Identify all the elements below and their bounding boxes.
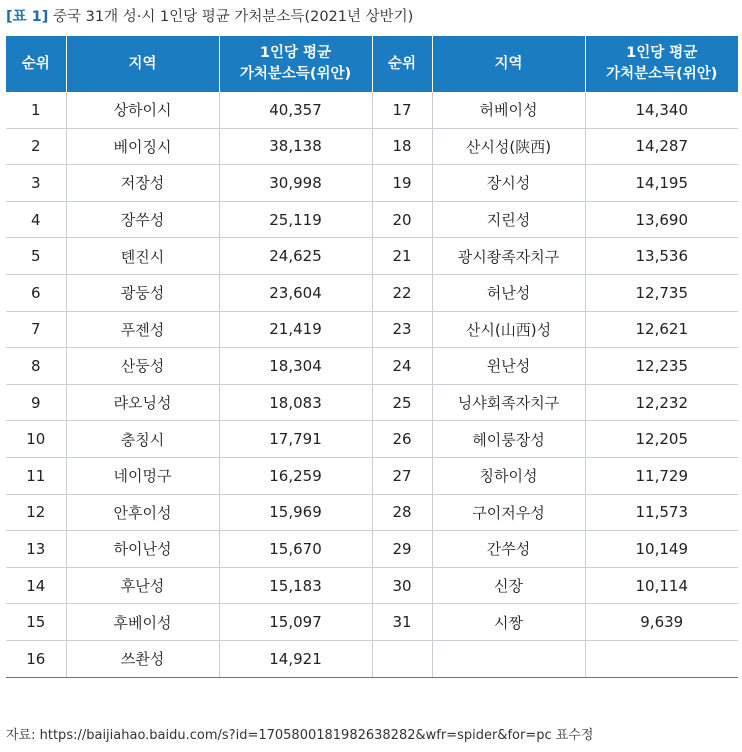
table-row bbox=[6, 604, 738, 641]
table-row bbox=[6, 494, 738, 531]
header-income-left bbox=[219, 36, 372, 92]
rank-cell: 16 bbox=[6, 640, 66, 677]
income-cell: 17,791 bbox=[219, 421, 372, 458]
region-cell: 구이저우성 bbox=[432, 494, 585, 531]
region-cell: 시짱 bbox=[432, 604, 585, 641]
region-cell: 헤이룽장성 bbox=[432, 421, 585, 458]
income-cell: 14,340 bbox=[585, 92, 738, 128]
income-cell: 24,625 bbox=[219, 238, 372, 275]
region-cell: 광시좡족자치구 bbox=[432, 238, 585, 275]
rank-cell: 6 bbox=[6, 274, 66, 311]
income-cell: 15,097 bbox=[219, 604, 372, 641]
income-cell: 40,357 bbox=[219, 92, 372, 128]
income-cell: 9,639 bbox=[585, 604, 738, 641]
rank-cell: 30 bbox=[372, 567, 432, 604]
income-cell: 11,729 bbox=[585, 457, 738, 494]
table-row bbox=[6, 531, 738, 568]
header-income-line2: 가처분소득(위안) bbox=[239, 66, 352, 82]
region-cell: 톈진시 bbox=[66, 238, 219, 275]
income-cell: 15,183 bbox=[219, 567, 372, 604]
header-region-right: 지역 bbox=[432, 36, 585, 92]
table-title bbox=[6, 6, 413, 28]
region-cell: 지린성 bbox=[432, 201, 585, 238]
income-cell: 15,670 bbox=[219, 531, 372, 568]
income-cell bbox=[585, 640, 738, 677]
region-cell: 윈난성 bbox=[432, 348, 585, 385]
income-cell: 12,235 bbox=[585, 348, 738, 385]
region-cell: 저장성 bbox=[66, 165, 219, 202]
rank-cell: 11 bbox=[6, 457, 66, 494]
income-cell: 12,232 bbox=[585, 384, 738, 421]
rank-cell: 24 bbox=[372, 348, 432, 385]
table-header-row bbox=[6, 36, 738, 92]
rank-cell: 10 bbox=[6, 421, 66, 458]
table-row bbox=[6, 567, 738, 604]
region-cell: 닝샤회족자치구 bbox=[432, 384, 585, 421]
income-cell: 12,621 bbox=[585, 311, 738, 348]
income-cell: 12,735 bbox=[585, 274, 738, 311]
rank-cell: 31 bbox=[372, 604, 432, 641]
region-cell: 후베이성 bbox=[66, 604, 219, 641]
table-row bbox=[6, 92, 738, 128]
region-cell: 후난성 bbox=[66, 567, 219, 604]
income-cell: 30,998 bbox=[219, 165, 372, 202]
income-cell: 10,149 bbox=[585, 531, 738, 568]
header-rank-right: 순위 bbox=[372, 36, 432, 92]
rank-cell: 1 bbox=[6, 92, 66, 128]
region-cell: 산시성(陕西) bbox=[432, 128, 585, 165]
table-row bbox=[6, 311, 738, 348]
rank-cell: 13 bbox=[6, 531, 66, 568]
rank-cell: 5 bbox=[6, 238, 66, 275]
region-cell: 장쑤성 bbox=[66, 201, 219, 238]
region-cell: 푸젠성 bbox=[66, 311, 219, 348]
income-cell: 25,119 bbox=[219, 201, 372, 238]
income-cell: 18,083 bbox=[219, 384, 372, 421]
source-note: 자료: https://baijiahao.baidu.com/s?id=1705800181982638282&wfr=spider&for=pc 표수정 bbox=[6, 728, 594, 743]
income-cell: 16,259 bbox=[219, 457, 372, 494]
rank-cell: 12 bbox=[6, 494, 66, 531]
income-cell: 21,419 bbox=[219, 311, 372, 348]
rank-cell: 29 bbox=[372, 531, 432, 568]
header-rank-left: 순위 bbox=[6, 36, 66, 92]
region-cell: 칭하이성 bbox=[432, 457, 585, 494]
table-row bbox=[6, 640, 738, 677]
table-title-text: 중국 31개 성·시 1인당 평균 가처분소득(2021년 상반기) bbox=[53, 9, 414, 25]
rank-cell: 20 bbox=[372, 201, 432, 238]
header-region-left: 지역 bbox=[66, 36, 219, 92]
region-cell: 광둥성 bbox=[66, 274, 219, 311]
table-row bbox=[6, 421, 738, 458]
table-number: [표 1] bbox=[6, 9, 49, 25]
income-cell: 18,304 bbox=[219, 348, 372, 385]
rank-cell: 18 bbox=[372, 128, 432, 165]
rank-cell: 7 bbox=[6, 311, 66, 348]
rank-cell: 3 bbox=[6, 165, 66, 202]
income-cell: 14,287 bbox=[585, 128, 738, 165]
rank-cell: 9 bbox=[6, 384, 66, 421]
income-cell: 14,921 bbox=[219, 640, 372, 677]
header-income-line1: 1인당 평균 bbox=[259, 45, 332, 61]
region-cell: 산둥성 bbox=[66, 348, 219, 385]
table-row bbox=[6, 274, 738, 311]
table-row bbox=[6, 238, 738, 275]
region-cell: 네이멍구 bbox=[66, 457, 219, 494]
region-cell: 안후이성 bbox=[66, 494, 219, 531]
rank-cell bbox=[372, 640, 432, 677]
income-cell: 15,969 bbox=[219, 494, 372, 531]
rank-cell: 22 bbox=[372, 274, 432, 311]
table-row bbox=[6, 165, 738, 202]
region-cell bbox=[432, 640, 585, 677]
rank-cell: 19 bbox=[372, 165, 432, 202]
rank-cell: 17 bbox=[372, 92, 432, 128]
rank-cell: 8 bbox=[6, 348, 66, 385]
rank-cell: 14 bbox=[6, 567, 66, 604]
table-row bbox=[6, 457, 738, 494]
region-cell: 허난성 bbox=[432, 274, 585, 311]
rank-cell: 26 bbox=[372, 421, 432, 458]
rank-cell: 25 bbox=[372, 384, 432, 421]
rank-cell: 2 bbox=[6, 128, 66, 165]
region-cell: 산시(山西)성 bbox=[432, 311, 585, 348]
region-cell: 쓰촨성 bbox=[66, 640, 219, 677]
income-cell: 23,604 bbox=[219, 274, 372, 311]
rank-cell: 21 bbox=[372, 238, 432, 275]
header-income-line2: 가처분소득(위안) bbox=[606, 66, 718, 82]
region-cell: 상하이시 bbox=[66, 92, 219, 128]
header-income-line1: 1인당 평균 bbox=[626, 45, 698, 61]
region-cell: 베이징시 bbox=[66, 128, 219, 165]
table-row bbox=[6, 128, 738, 165]
income-cell: 13,690 bbox=[585, 201, 738, 238]
region-cell: 랴오닝성 bbox=[66, 384, 219, 421]
income-cell: 12,205 bbox=[585, 421, 738, 458]
region-cell: 충칭시 bbox=[66, 421, 219, 458]
rank-cell: 27 bbox=[372, 457, 432, 494]
income-cell: 13,536 bbox=[585, 238, 738, 275]
rank-cell: 28 bbox=[372, 494, 432, 531]
table-row bbox=[6, 348, 738, 385]
income-cell: 14,195 bbox=[585, 165, 738, 202]
rank-cell: 4 bbox=[6, 201, 66, 238]
income-table bbox=[6, 36, 738, 678]
rank-cell: 23 bbox=[372, 311, 432, 348]
region-cell: 허베이성 bbox=[432, 92, 585, 128]
region-cell: 간쑤성 bbox=[432, 531, 585, 568]
region-cell: 장시성 bbox=[432, 165, 585, 202]
table-row bbox=[6, 384, 738, 421]
region-cell: 신장 bbox=[432, 567, 585, 604]
rank-cell: 15 bbox=[6, 604, 66, 641]
region-cell: 하이난성 bbox=[66, 531, 219, 568]
header-income-right bbox=[585, 36, 738, 92]
income-cell: 10,114 bbox=[585, 567, 738, 604]
income-cell: 11,573 bbox=[585, 494, 738, 531]
table-row bbox=[6, 201, 738, 238]
income-cell: 38,138 bbox=[219, 128, 372, 165]
